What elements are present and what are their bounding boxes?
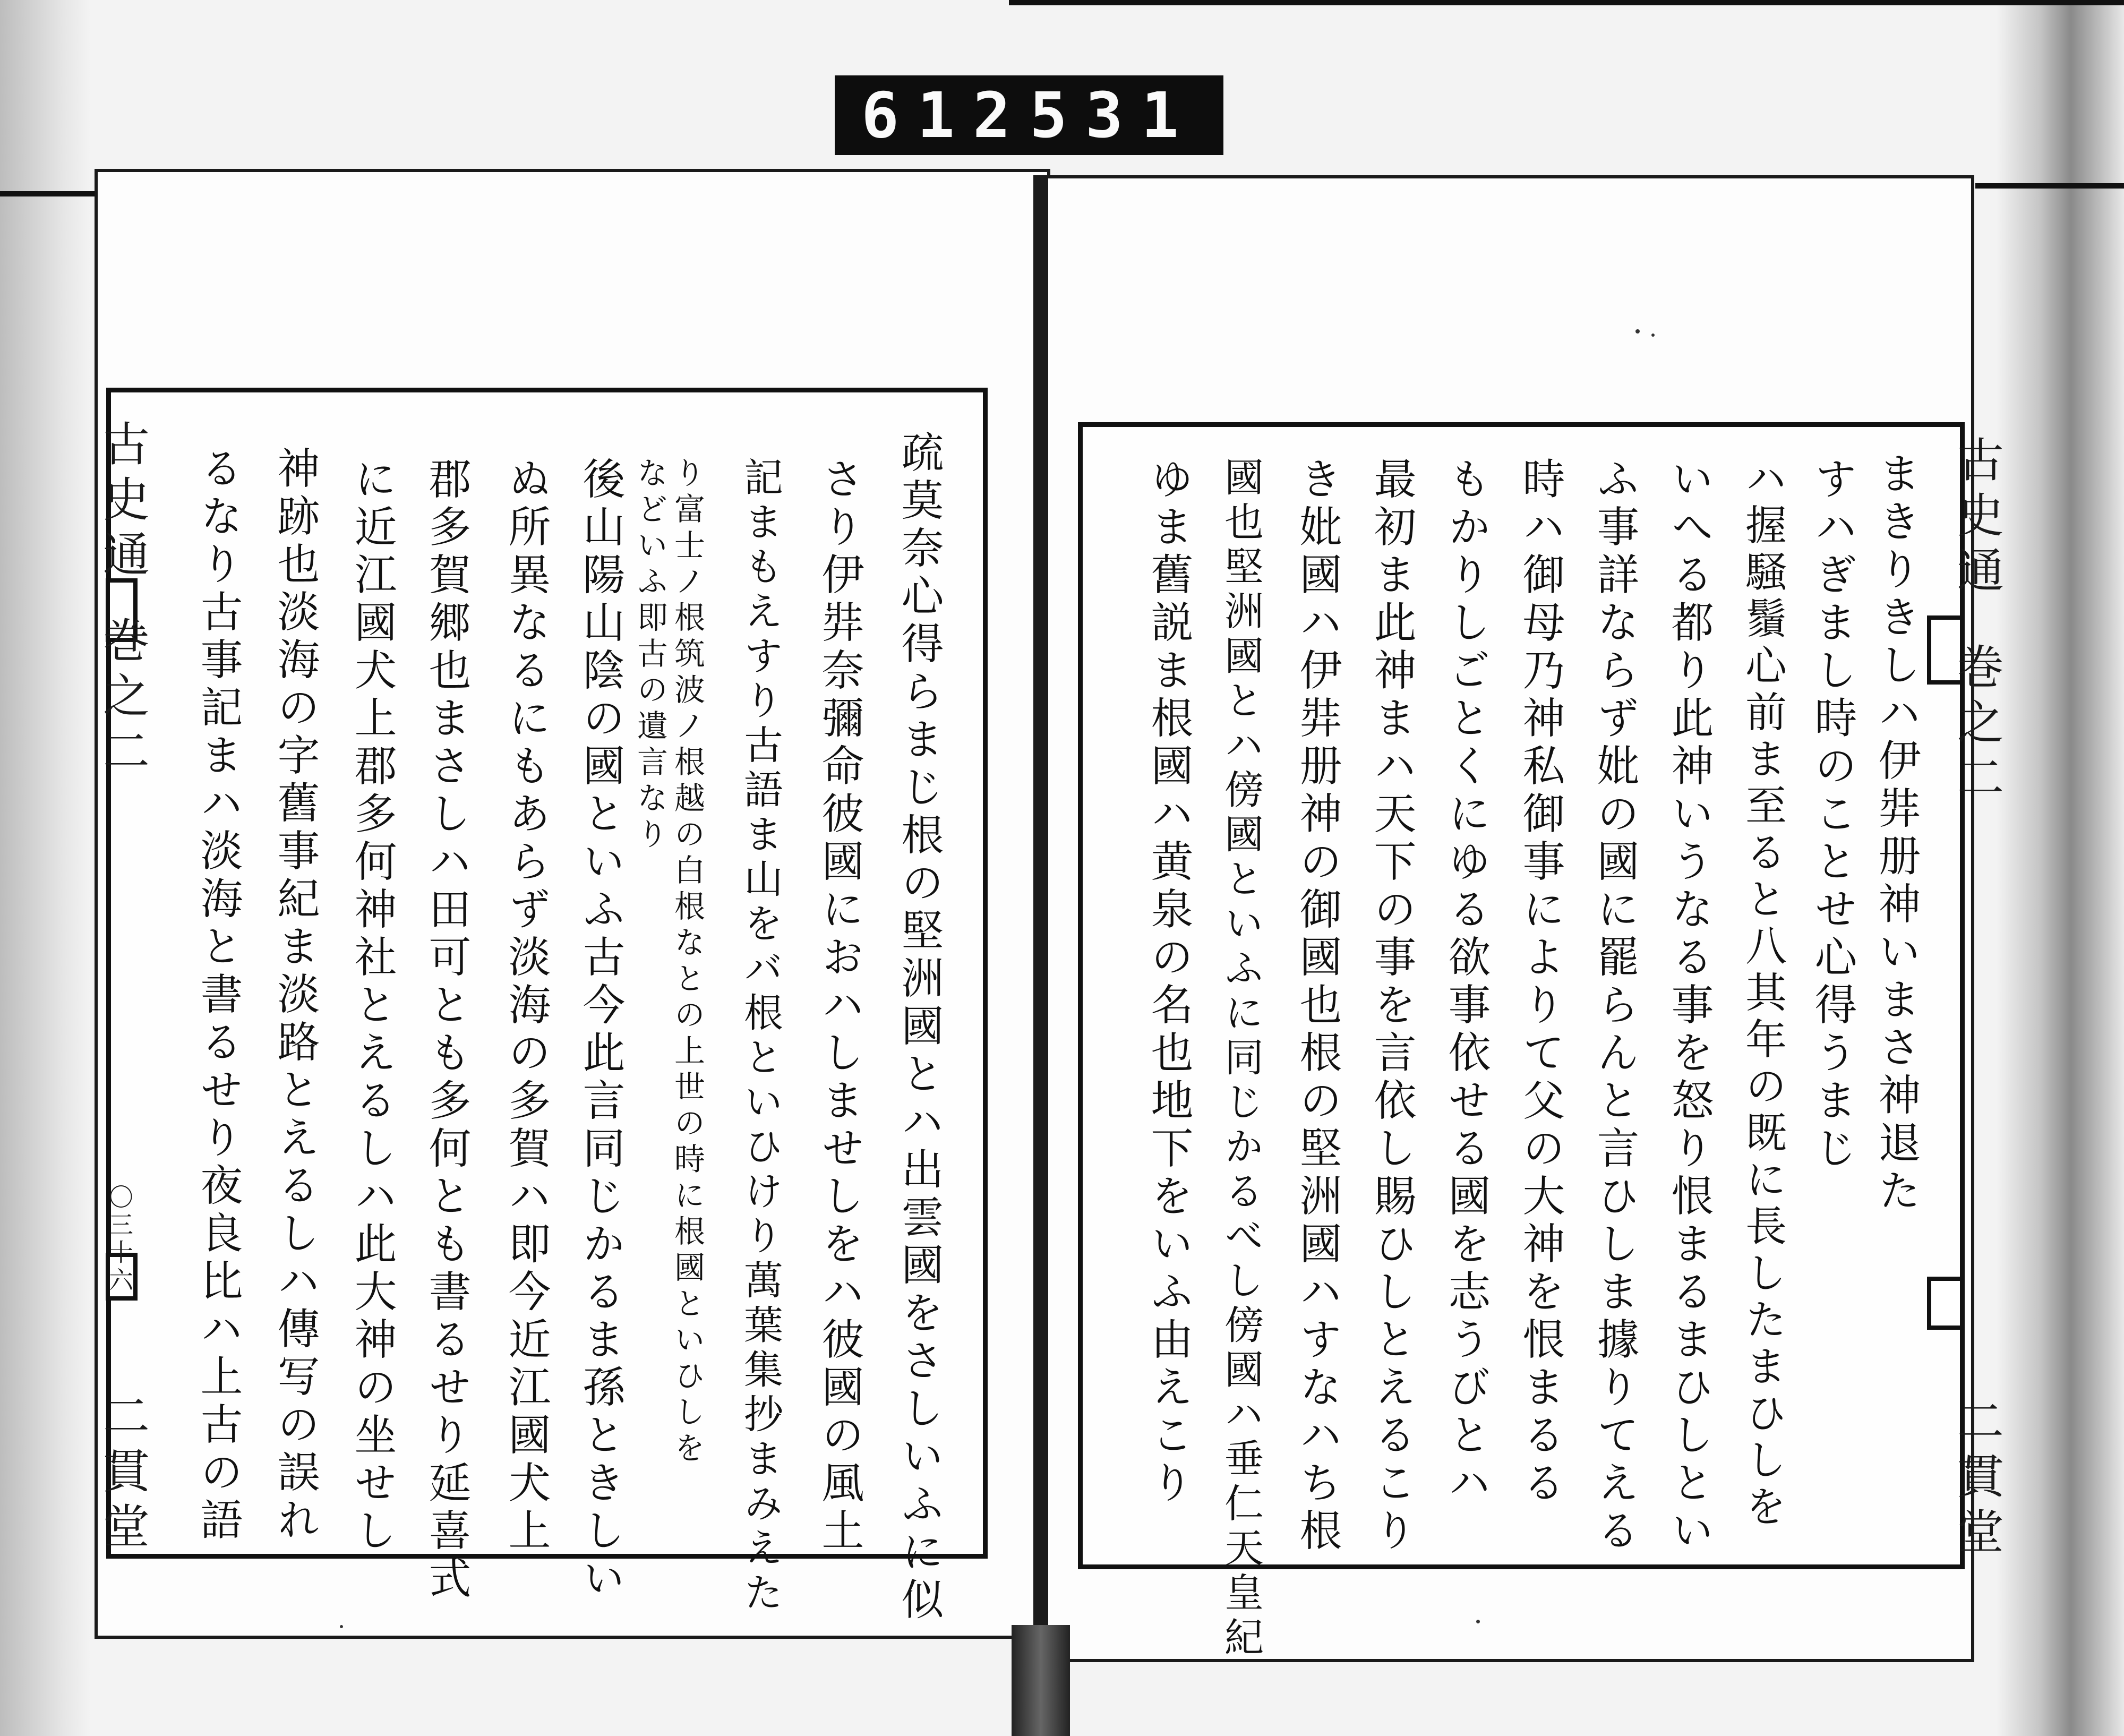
- call-number-label: [835, 75, 1223, 155]
- left-col-9: に近江國犬上郡多何神社とえるしハ此大神の坐せし: [347, 457, 397, 1556]
- scan-speck: [340, 1625, 343, 1628]
- call-number-right: 531: [1029, 79, 1197, 152]
- right-col-3: ハ握騒鬚心前ま至ると八其年の既に長したまひしを: [1738, 457, 1786, 1532]
- scan-speck: [1651, 333, 1655, 337]
- right-col-1: まきりきしハ伊弉册神いまさ神退た: [1871, 451, 1921, 1216]
- right-margin-title: 古史通: [1950, 435, 2005, 601]
- scanner-edge-left: [0, 191, 96, 196]
- left-col-4: り富士ノ根筑波ノ根越の白根なとの上世の時に根國といひしを: [669, 457, 705, 1468]
- left-folio-number: 〇三十六: [105, 1184, 134, 1295]
- right-margin-volume: 巻之二: [1950, 643, 2005, 808]
- left-col-6: 後山陽山陰の國といふ古今此言同じかるま孫ときしい: [576, 457, 625, 1604]
- left-publisher: 二貫堂: [96, 1391, 150, 1557]
- right-col-4: いへる都り此神いうなる事を怒り恨まるまひしとい: [1664, 457, 1714, 1556]
- right-margin-tab-lower: [1927, 1277, 1964, 1330]
- right-col-2: すハぎまし時のことせ心得うまじ: [1808, 457, 1857, 1174]
- left-col-3: 記まもえすり古語ま山をバ根といひけり萬葉集抄まみえた: [738, 457, 783, 1617]
- left-col-5: などいふ即古の遺言なり: [632, 457, 668, 854]
- right-col-7: もかりしごとくにゆる欲事依せる國を志うびとハ: [1441, 457, 1491, 1508]
- right-publisher: 二貫堂: [1950, 1397, 2005, 1562]
- scanner-edge-right: [1975, 183, 2124, 189]
- scan-speck: [1635, 329, 1640, 333]
- right-col-9: き妣國ハ伊弉册神の御國也根の堅洲國ハすなハち根: [1292, 457, 1342, 1556]
- left-col-2: さり伊弉奈彌命彼國におハしませしをハ彼國の風土: [815, 457, 864, 1556]
- scan-speck: [1476, 1620, 1480, 1623]
- right-col-10: 國也堅洲國とハ傍國といふに同じかるべし傍國ハ垂仁天皇紀: [1218, 457, 1264, 1661]
- right-col-11: ゆま舊説ま根國ハ黄泉の名也地下をいふ由えこり: [1144, 457, 1193, 1508]
- call-number-left: 612: [861, 79, 1029, 152]
- right-col-5: ふ事詳ならず妣の國に罷らんと言ひしま據りてえる: [1590, 457, 1639, 1556]
- left-col-7: ぬ所異なるにもあらず淡海の多賀ハ即今近江國犬上: [501, 457, 551, 1556]
- right-col-8: 最初ま此神まハ天下の事を言依し賜ひしとえるこり: [1367, 457, 1416, 1556]
- left-margin-volume: 巻之二: [96, 616, 150, 782]
- left-col-1: 疏莫奈心得らまじ根の堅洲國とハ出雲國をさしいふに似: [894, 430, 944, 1625]
- book-tassel: [1012, 1625, 1070, 1736]
- left-margin-title: 古史通: [96, 420, 150, 585]
- left-col-11: るなり古事記まハ淡海と書るせり夜良比ハ上古の語: [193, 446, 243, 1545]
- book-gutter: [1033, 175, 1048, 1736]
- right-col-6: 時ハ御母乃神私御事によりて父の大神を恨まるる: [1515, 457, 1565, 1508]
- scanner-edge-top: [1009, 0, 2124, 5]
- left-col-8: 郡多賀郷也まさしハ田可とも多何とも書るせり延喜式: [422, 457, 471, 1604]
- left-col-10: 神跡也淡海の字舊事紀ま淡路とえるしハ傳写の誤れ: [270, 446, 320, 1545]
